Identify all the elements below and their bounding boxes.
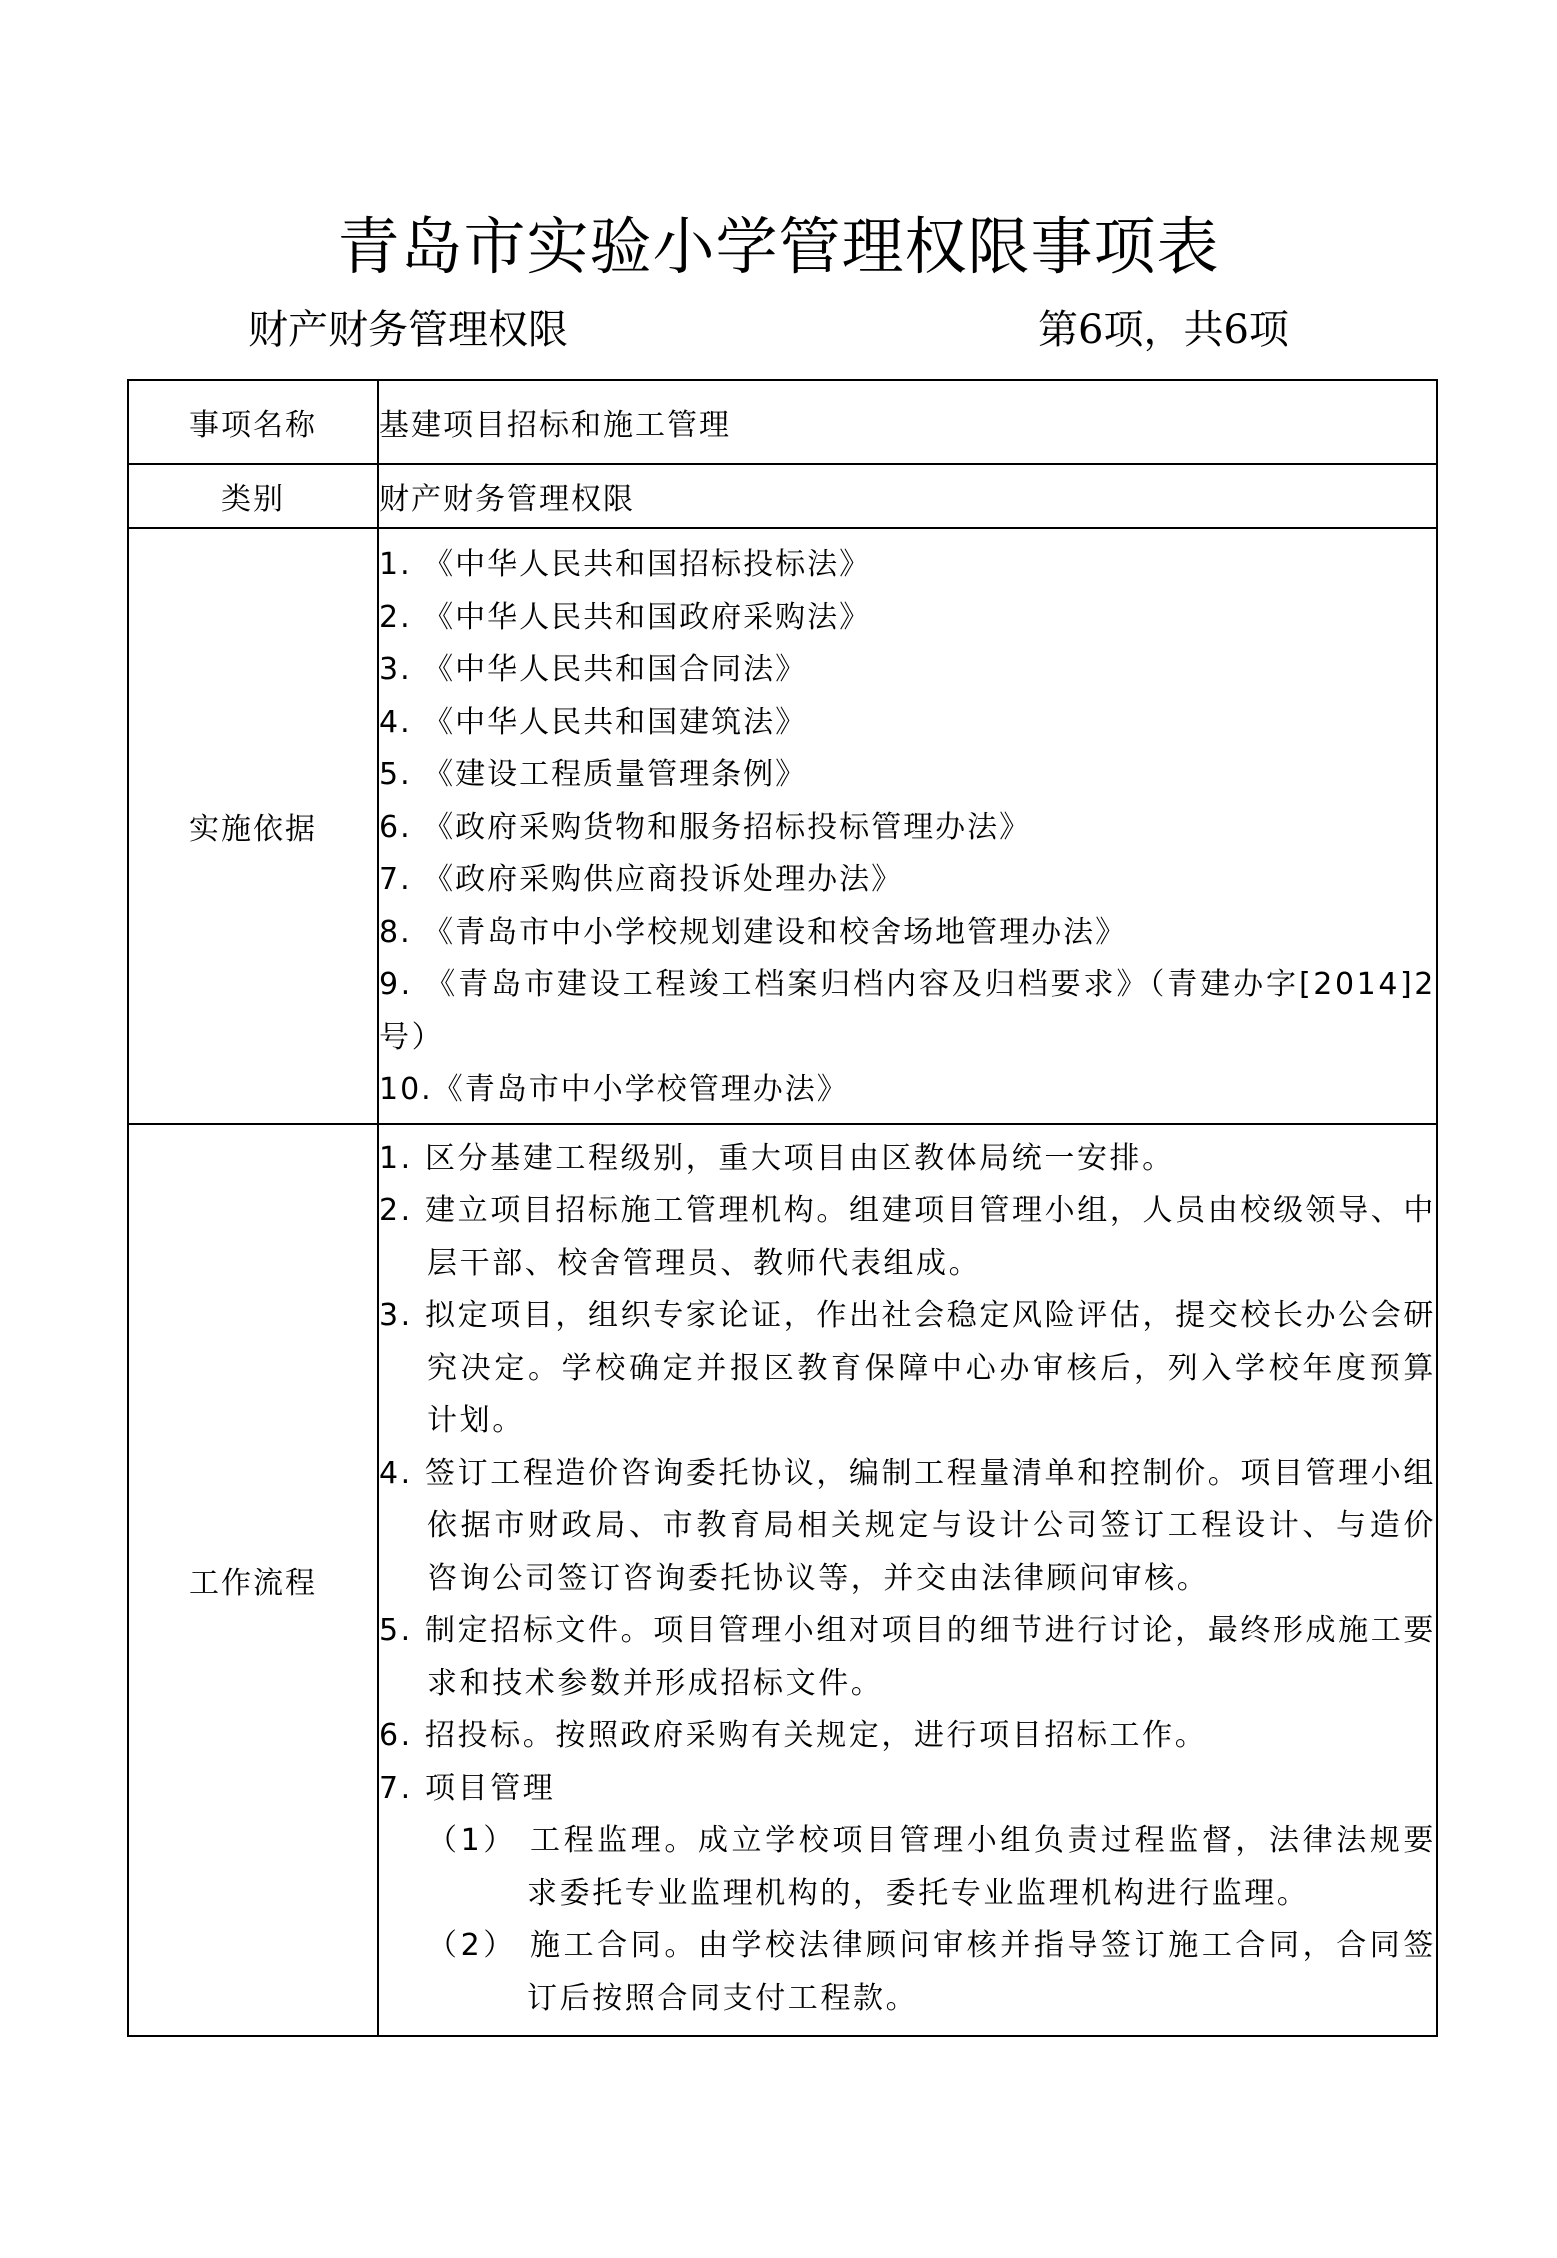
list-item: 1. 《中华人民共和国招标投标法》	[379, 547, 872, 582]
list-item: 8. 《青岛市中小学校规划建设和校舍场地管理办法》	[379, 914, 1128, 950]
item-name-label: 事项名称	[128, 380, 378, 464]
item-count: 第6项，共6项	[1038, 307, 1289, 353]
basis-label: 实施依据	[128, 528, 378, 1124]
table-row	[128, 464, 1437, 528]
permission-category-heading: 财产财务管理权限	[248, 307, 568, 353]
list-item: 4. 《中华人民共和国建筑法》	[379, 704, 808, 740]
list-item: 9. 《青岛市建设工程竣工档案归档内容及归档要求》（青建办字[2014]2号）	[379, 967, 1436, 1055]
list-item: 5. 《建设工程质量管理条例》	[379, 757, 808, 792]
basis-list	[378, 528, 1437, 1124]
table-row	[128, 380, 1437, 464]
sub-list-item: （2） 施工合同。由学校法律顾问审核并指导签订施工合同，合同签订后按照合同支付工程款。	[427, 1928, 1436, 2016]
workflow-label: 工作流程	[128, 1124, 378, 2037]
table-row	[128, 528, 1437, 1124]
sub-list-item: （1） 工程监理。成立学校项目管理小组负责过程监督，法律法规要求委托专业监理机构的，委托专业监理机构进行监理。	[427, 1823, 1436, 1911]
category-label: 类别	[128, 464, 378, 528]
workflow-list	[378, 1124, 1437, 2037]
permission-table	[127, 379, 1438, 2037]
list-item: 1. 区分基建工程级别，重大项目由区教体局统一安排。	[379, 1140, 1175, 1176]
list-item: 10.《青岛市中小学校管理办法》	[379, 1072, 849, 1107]
list-item: 7. 项目管理	[379, 1770, 556, 1806]
list-item: 5. 制定招标文件。项目管理小组对项目的细节进行讨论，最终形成施工要求和技术参数并形成招标文件。	[379, 1613, 1436, 1701]
list-item: 3. 《中华人民共和国合同法》	[379, 652, 808, 687]
item-name-value: 基建项目招标和施工管理	[378, 380, 1437, 464]
list-item: 3. 拟定项目，组织专家论证，作出社会稳定风险评估，提交校长办公会研究决定。学校确定并报区教育保障中心办审核后，列入学校年度预算计划。	[379, 1298, 1436, 1438]
list-item: 2. 《中华人民共和国政府采购法》	[379, 599, 872, 635]
category-value: 财产财务管理权限	[378, 464, 1437, 528]
list-item: 4. 签订工程造价咨询委托协议，编制工程量清单和控制价。项目管理小组依据市财政局、市教育局相关规定与设计公司签订工程设计、与造价咨询公司签订咨询委托协议等，并交由法律顾问审核。	[379, 1455, 1436, 1596]
list-item: 6. 《政府采购货物和服务招标投标管理办法》	[379, 809, 1032, 845]
table-row	[128, 1124, 1437, 2037]
list-item: 6. 招投标。按照政府采购有关规定，进行项目招标工作。	[379, 1718, 1208, 1753]
page-title: 青岛市实验小学管理权限事项表	[337, 210, 1220, 283]
list-item: 2. 建立项目招标施工管理机构。组建项目管理小组，人员由校级领导、中层干部、校舍管理员、教师代表组成。	[379, 1193, 1436, 1281]
list-item: 7. 《政府采购供应商投诉处理办法》	[379, 862, 904, 897]
